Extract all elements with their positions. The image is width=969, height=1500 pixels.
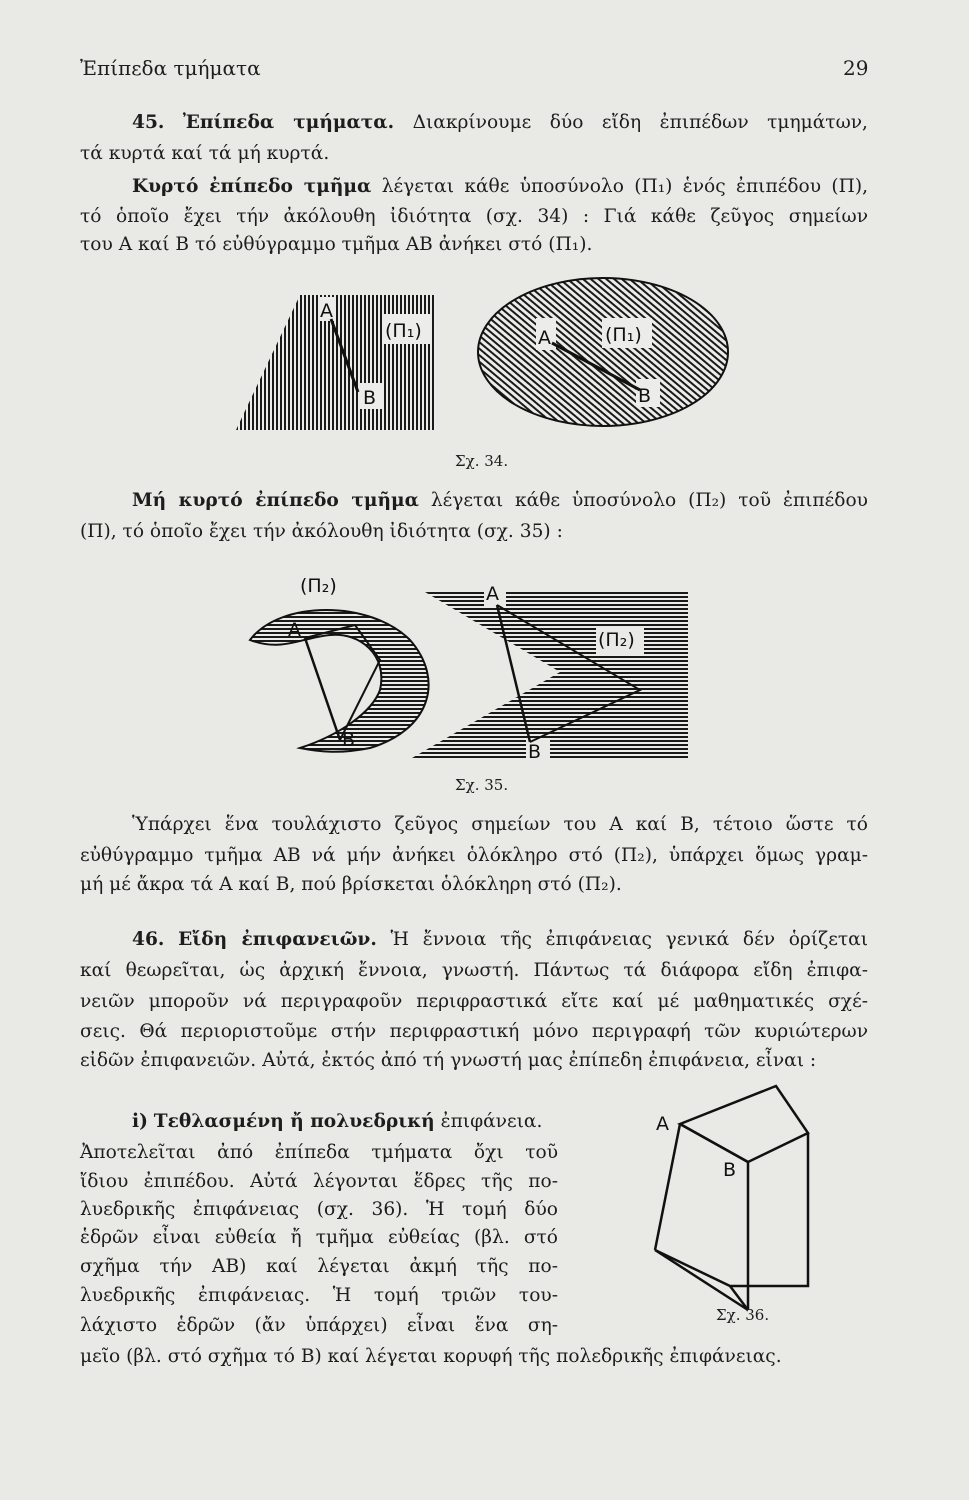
fig35-label-a-right: A: [486, 583, 499, 605]
item-i-line-4: λυεδρικῆς ἐπιφάνειας (σχ. 36). Ἡ τομή δύο: [80, 1199, 558, 1220]
prism-hidden-edge: [655, 1250, 748, 1310]
nonconvex-text: λέγεται κάθε ὑποσύνολο (Π₂) τοῦ ἐπιπέδου: [430, 490, 868, 511]
sec46-number: 46.: [132, 929, 165, 950]
fig35-label-b-left: B: [342, 729, 356, 751]
fig34-label-pi-left: (Π₁): [385, 320, 422, 342]
fig34-label-b-left: B: [363, 387, 377, 409]
sec46-text: Ἡ ἔννοια τῆς ἐπιφάνειας γενικά δέν ὁρίζεται: [390, 929, 868, 950]
sec46-line-3: νειῶν μποροῦν νά περιγραφοῦν περιφραστικά εἴτε καί μέ μαθηματικές σχέ-: [80, 991, 868, 1012]
item-i-line-3: ἴδιου ἐπιπέδου. Αὐτά λέγονται ἕδρες τῆς πο-: [80, 1171, 558, 1192]
sec46-title: Εἴδη ἐπιφανειῶν.: [178, 929, 377, 950]
convex-term: Κυρτό ἐπίπεδο τμῆμα: [132, 176, 372, 197]
sec45-title: Ἐπίπεδα τμήματα.: [182, 112, 395, 133]
fig34-label-pi-right: (Π₁): [605, 324, 642, 346]
convex-line-3: του Α καί Β τό εὐθύγραμμο τμῆμα ΑΒ ἀνήκει στό (Π₁).: [80, 234, 593, 255]
nonconvex-term: Μή κυρτό ἐπίπεδο τμῆμα: [132, 490, 419, 511]
exists-line-3: μή μέ ἄκρα τά Α καί Β, πού βρίσκεται ὁλόκληρη στό (Π₂).: [80, 874, 622, 895]
sec45-number: 45.: [132, 112, 165, 133]
fig35-label-b-right: B: [528, 741, 542, 763]
exists-line-2: εὐθύγραμμο τμῆμα ΑΒ νά μήν ἀνήκει ὁλόκληρο στό (Π₂), ὑπάρχει ὅμως γραμ-: [80, 845, 868, 866]
item-i-line-7: λυεδρικῆς ἐπιφάνειας. Ἡ τομή τριῶν του-: [80, 1285, 558, 1306]
sec46-line-4: σεις. Θά περιοριστοῦμε στήν περιφραστική μόνο περιγραφή τῶν κυριώτερων: [80, 1021, 868, 1042]
fig35-label-pi-right: (Π₂): [598, 629, 635, 651]
item-i-line-2: Ἀποτελεῖται ἀπό ἐπίπεδα τμήματα ὄχι τοῦ: [80, 1142, 558, 1163]
item-i-line-9: μεῖο (βλ. στό σχῆμα τό Β) καί λέγεται κορυφή τῆς πολεδρικῆς ἐπιφάνειας.: [80, 1346, 782, 1367]
fig36-caption: Σχ. 36.: [716, 1306, 770, 1324]
nonconvex-line-2: (Π), τό ὁποῖο ἔχει τήν ἀκόλουθη ἰδιότητα (σχ. 35) :: [80, 521, 563, 542]
page-number: 29: [843, 56, 869, 80]
running-header: Ἐπίπεδα τμήματα: [80, 56, 261, 80]
sec45-text: Διακρίνουμε δύο εἴδη ἐπιπέδων τμημάτων,: [412, 112, 868, 133]
prism-left-edge: [655, 1124, 680, 1250]
fig35-label-pi-left: (Π₂): [300, 575, 337, 597]
fig36-label-a: A: [656, 1113, 669, 1135]
convex-text: λέγεται κάθε ὑποσύνολο (Π₁) ἑνός ἐπιπέδου (Π),: [381, 176, 868, 197]
fig34-label-a-right: A: [538, 327, 551, 349]
convex-line-2: τό ὁποῖο ἔχει τήν ἀκόλουθη ἰδιότητα (σχ. 34) : Γιά κάθε ζεῦγος σημείων: [80, 206, 868, 227]
item-i-term: Τεθλασμένη ἤ πολυεδρική: [153, 1111, 435, 1132]
prism-edge-ab: [680, 1124, 748, 1162]
fig34-label-b-right: B: [638, 385, 652, 407]
sec46-line-2: καί θεωρεῖται, ὡς ἀρχική ἔννοια, γνωστή. Πάντως τά διάφορα εἴδη ἐπιφα-: [80, 960, 868, 981]
fig34-label-a-left: A: [320, 300, 333, 322]
sec46-line-5: εἰδῶν ἐπιφανειῶν. Αὐτά, ἐκτός ἀπό τή γνωστή μας ἐπίπεδη ἐπιφάνεια, εἶναι :: [80, 1050, 817, 1071]
item-i-term-rest: ἐπιφάνεια.: [440, 1111, 543, 1132]
prism-back-edges: [655, 1133, 808, 1286]
prism-top-face: [680, 1086, 808, 1162]
sec45-line-2: τά κυρτά καί τά μή κυρτά.: [80, 143, 330, 164]
item-i-line-8: λάχιστο ἑδρῶν (ἄν ὑπάρχει) εἶναι ἕνα ση-: [80, 1315, 558, 1336]
fig34-caption: Σχ. 34.: [455, 452, 509, 470]
fig35-label-a-left: A: [288, 619, 301, 641]
fig35-caption: Σχ. 35.: [455, 776, 509, 794]
item-i-line-5: ἑδρῶν εἶναι εὐθεία ἤ τμῆμα εὐθείας (βλ. στό: [80, 1227, 558, 1248]
fig36-label-b: B: [723, 1159, 737, 1181]
item-i-line-6: σχῆμα τήν ΑΒ) καί λέγεται ἀκμή τῆς πο-: [80, 1256, 558, 1277]
exists-text: Ὑπάρχει ἕνα τουλάχιστο ζεῦγος σημείων του Α καί Β, τέτοιο ὥστε τό: [132, 814, 868, 835]
item-i-marker: i): [132, 1111, 148, 1132]
